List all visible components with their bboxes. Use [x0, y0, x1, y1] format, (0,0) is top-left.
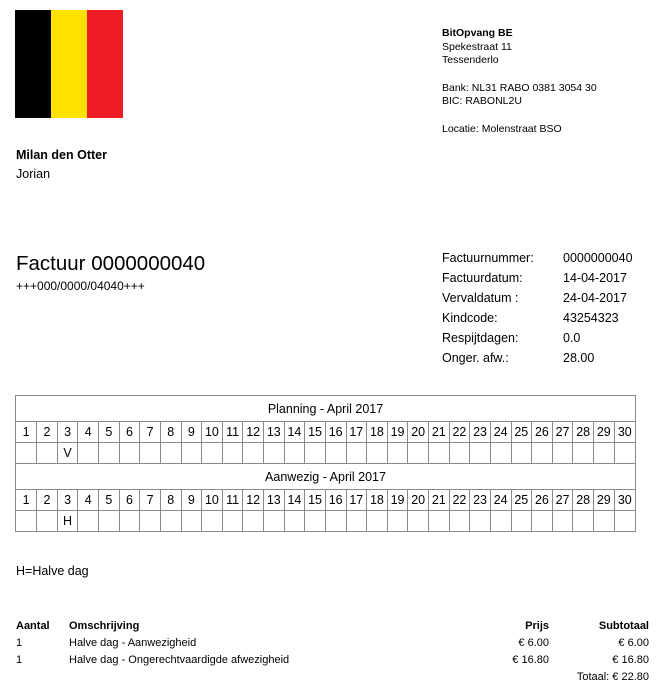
- attendance-mark: [160, 511, 181, 532]
- planning-mark: [449, 443, 470, 464]
- flag-stripe-yellow: [51, 10, 87, 118]
- planning-day: 18: [367, 422, 388, 443]
- planning-day: 14: [284, 422, 305, 443]
- attendance-day: 18: [367, 490, 388, 511]
- planning-mark: [552, 443, 573, 464]
- company-bank: Bank: NL31 RABO 0381 3054 30: [442, 81, 597, 94]
- planning-mark: [284, 443, 305, 464]
- planning-day: 17: [346, 422, 367, 443]
- attendance-day: 19: [387, 490, 408, 511]
- flag-stripe-red: [87, 10, 123, 118]
- planning-mark: [367, 443, 388, 464]
- planning-mark: [264, 443, 285, 464]
- attendance-mark: [449, 511, 470, 532]
- attendance-mark: [387, 511, 408, 532]
- header-price: Prijs: [525, 619, 549, 632]
- planning-mark: [243, 443, 264, 464]
- line-subtotal: € 6.00: [618, 636, 649, 649]
- attendance-mark: [181, 511, 202, 532]
- planning-mark: [325, 443, 346, 464]
- attendance-day: 6: [119, 490, 140, 511]
- attendance-day: 15: [305, 490, 326, 511]
- attendance-day: 16: [325, 490, 346, 511]
- planning-day: 24: [490, 422, 511, 443]
- planning-day: 22: [449, 422, 470, 443]
- planning-mark: [408, 443, 429, 464]
- attendance-day: 14: [284, 490, 305, 511]
- attendance-day: 1: [16, 490, 37, 511]
- attendance-day: 23: [470, 490, 491, 511]
- planning-day: 21: [429, 422, 450, 443]
- planning-mark: [160, 443, 181, 464]
- attendance-mark: H: [57, 511, 78, 532]
- company-address: [442, 27, 597, 136]
- planning-mark: [387, 443, 408, 464]
- planning-mark: [594, 443, 615, 464]
- line-price: € 16.80: [512, 653, 549, 666]
- planning-mark: [140, 443, 161, 464]
- header-subtotal: Subtotaal: [598, 619, 649, 632]
- line-item: [16, 634, 649, 651]
- planning-day: 29: [594, 422, 615, 443]
- attendance-day: 12: [243, 490, 264, 511]
- meta-value: 24-04-2017: [563, 291, 627, 305]
- planning-day: 27: [552, 422, 573, 443]
- legend: H=Halve dag: [16, 564, 89, 578]
- meta-label: Factuurdatum:: [442, 271, 523, 285]
- attendance-day: 2: [37, 490, 58, 511]
- attendance-day: 4: [78, 490, 99, 511]
- planning-mark: [614, 443, 635, 464]
- meta-row: [442, 308, 633, 328]
- attendance-day: 28: [573, 490, 594, 511]
- attendance-mark: [367, 511, 388, 532]
- invoice-title: Factuur 0000000040: [16, 252, 206, 275]
- planning-mark: [532, 443, 553, 464]
- header-qty: Aantal: [16, 619, 50, 632]
- meta-label: Vervaldatum :: [442, 291, 519, 305]
- customer-name: Milan den Otter: [16, 148, 107, 162]
- planning-mark: [99, 443, 120, 464]
- planning-mark: [222, 443, 243, 464]
- attendance-day: 24: [490, 490, 511, 511]
- planning-day: 25: [511, 422, 532, 443]
- planning-day: 30: [614, 422, 635, 443]
- planning-day: 28: [573, 422, 594, 443]
- meta-row: [442, 348, 633, 368]
- line-subtotal: € 16.80: [612, 653, 649, 666]
- planning-title: Planning - April 2017: [16, 396, 635, 422]
- child-name: Jorian: [16, 167, 51, 181]
- attendance-mark: [346, 511, 367, 532]
- planning-day: 1: [16, 422, 37, 443]
- planning-mark: [181, 443, 202, 464]
- planning-mark: [490, 443, 511, 464]
- planning-day: 5: [99, 422, 120, 443]
- meta-label: Factuurnummer:: [442, 251, 534, 265]
- planning-day: 2: [37, 422, 58, 443]
- planning-day: 19: [387, 422, 408, 443]
- meta-value: 14-04-2017: [563, 271, 627, 285]
- attendance-mark: [222, 511, 243, 532]
- header-desc: Omschrijving: [69, 619, 140, 632]
- attendance-mark: [325, 511, 346, 532]
- planning-mark: [16, 443, 37, 464]
- attendance-day: 8: [160, 490, 181, 511]
- attendance-mark: [511, 511, 532, 532]
- attendance-mark: [202, 511, 223, 532]
- meta-label: Kindcode:: [442, 311, 498, 325]
- customer-block: [16, 146, 107, 184]
- planning-day: 7: [140, 422, 161, 443]
- belgian-flag-logo: [15, 10, 123, 118]
- attendance-mark: [16, 511, 37, 532]
- planning-mark: [346, 443, 367, 464]
- attendance-day: 9: [181, 490, 202, 511]
- flag-stripe-black: [15, 10, 51, 118]
- attendance-mark: [78, 511, 99, 532]
- planning-mark: [573, 443, 594, 464]
- line-desc: Halve dag - Ongerechtvaardigde afwezigheid: [69, 653, 290, 666]
- lines-header: [16, 617, 649, 634]
- planning-day: 3: [57, 422, 78, 443]
- payment-reference: +++000/0000/04040+++: [16, 279, 145, 293]
- calendar-table: [16, 396, 635, 531]
- attendance-mark: [594, 511, 615, 532]
- company-location: Locatie: Molenstraat BSO: [442, 122, 562, 135]
- attendance-day: 11: [222, 490, 243, 511]
- meta-value: 28.00: [563, 351, 595, 365]
- planning-day: 13: [264, 422, 285, 443]
- meta-value: 43254323: [563, 311, 619, 325]
- planning-day: 15: [305, 422, 326, 443]
- planning-day: 11: [222, 422, 243, 443]
- attendance-mark: [119, 511, 140, 532]
- attendance-mark: [470, 511, 491, 532]
- invoice-lines: [16, 617, 649, 685]
- invoice-meta: [442, 248, 633, 368]
- total-amount: Totaal: € 22.80: [576, 670, 649, 683]
- planning-mark: [470, 443, 491, 464]
- attendance-day: 22: [449, 490, 470, 511]
- attendance-day: 21: [429, 490, 450, 511]
- planning-mark: V: [57, 443, 78, 464]
- attendance-day: 10: [202, 490, 223, 511]
- attendance-mark: [614, 511, 635, 532]
- line-item: [16, 651, 649, 668]
- planning-mark: [78, 443, 99, 464]
- company-city: Tessenderlo: [442, 54, 499, 66]
- meta-row: [442, 288, 633, 308]
- planning-mark: [511, 443, 532, 464]
- attendance-mark: [490, 511, 511, 532]
- line-desc: Halve dag - Aanwezigheid: [69, 636, 197, 649]
- attendance-mark: [243, 511, 264, 532]
- attendance-mark: [264, 511, 285, 532]
- meta-value: 0000000040: [563, 251, 633, 265]
- attendance-day: 30: [614, 490, 635, 511]
- meta-label: Onger. afw.:: [442, 351, 509, 365]
- planning-mark: [119, 443, 140, 464]
- company-name: BitOpvang BE: [442, 27, 513, 39]
- planning-day: 26: [532, 422, 553, 443]
- attendance-mark: [99, 511, 120, 532]
- planning-day: 16: [325, 422, 346, 443]
- calendar-grid: [15, 395, 636, 532]
- attendance-day: 26: [532, 490, 553, 511]
- invoice-total: [16, 668, 649, 685]
- attendance-day: 3: [57, 490, 78, 511]
- attendance-mark: [284, 511, 305, 532]
- planning-day: 10: [202, 422, 223, 443]
- attendance-mark: [573, 511, 594, 532]
- attendance-title: Aanwezig - April 2017: [16, 464, 635, 490]
- planning-mark: [37, 443, 58, 464]
- planning-day: 8: [160, 422, 181, 443]
- meta-row: [442, 328, 633, 348]
- planning-day: 4: [78, 422, 99, 443]
- planning-day: 12: [243, 422, 264, 443]
- meta-row: [442, 248, 633, 268]
- company-bic: BIC: RABONL2U: [442, 95, 522, 107]
- meta-row: [442, 268, 633, 288]
- planning-mark: [429, 443, 450, 464]
- attendance-day: 17: [346, 490, 367, 511]
- attendance-mark: [305, 511, 326, 532]
- attendance-day: 13: [264, 490, 285, 511]
- attendance-day: 29: [594, 490, 615, 511]
- line-qty: 1: [16, 636, 23, 649]
- attendance-mark: [408, 511, 429, 532]
- planning-day: 6: [119, 422, 140, 443]
- meta-label: Respijtdagen:: [442, 331, 519, 345]
- planning-mark: [202, 443, 223, 464]
- planning-day: 9: [181, 422, 202, 443]
- attendance-mark: [552, 511, 573, 532]
- meta-value: 0.0: [563, 331, 581, 345]
- company-street: Spekestraat 11: [442, 40, 512, 53]
- attendance-mark: [532, 511, 553, 532]
- planning-day: 23: [470, 422, 491, 443]
- attendance-day: 7: [140, 490, 161, 511]
- attendance-mark: [37, 511, 58, 532]
- planning-mark: [305, 443, 326, 464]
- attendance-day: 25: [511, 490, 532, 511]
- attendance-mark: [140, 511, 161, 532]
- attendance-day: 20: [408, 490, 429, 511]
- attendance-day: 27: [552, 490, 573, 511]
- attendance-mark: [429, 511, 450, 532]
- attendance-day: 5: [99, 490, 120, 511]
- planning-day: 20: [408, 422, 429, 443]
- line-price: € 6.00: [518, 636, 549, 649]
- line-qty: 1: [16, 653, 23, 666]
